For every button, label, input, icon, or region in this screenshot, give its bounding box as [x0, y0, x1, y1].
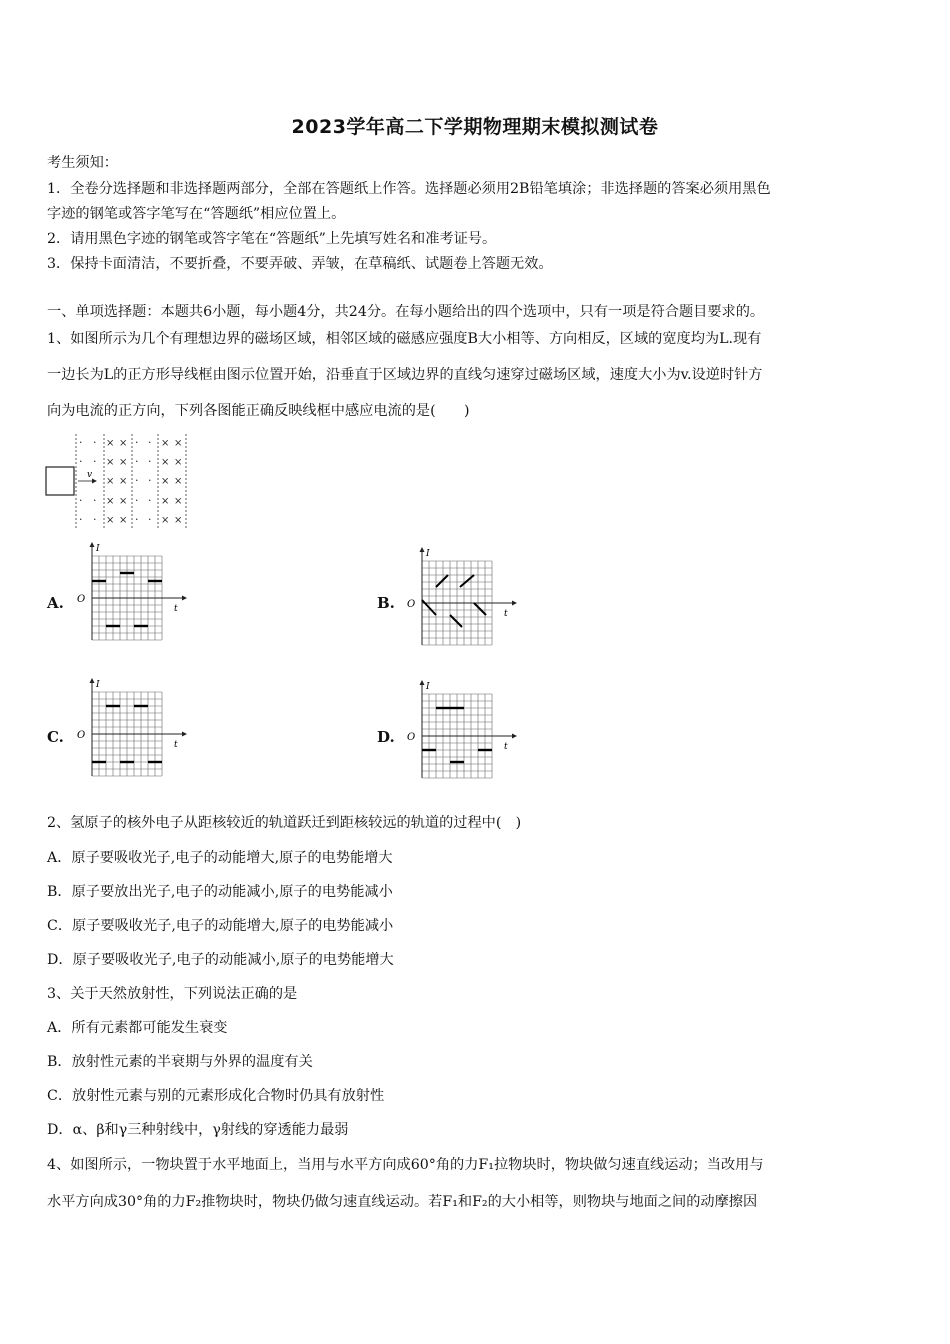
svg-text:×: ×: [161, 476, 170, 487]
svg-text:·: ·: [148, 436, 152, 449]
svg-text:×: ×: [174, 438, 183, 449]
cross-markers: [106, 438, 182, 526]
option-b-graph: [402, 545, 522, 647]
question-1-line: 一边长为L的正方形导线框由图示位置开始，沿垂直于区域边界的直线匀速穿过磁场区域，速度大小为v.设逆时针方: [47, 367, 763, 383]
section-heading: 一、单项选择题：本题共6小题，每小题4分，共24分。在每小题给出的四个选项中，只有一项是符合题目要求的。: [47, 304, 765, 320]
segment: [436, 575, 448, 587]
svg-text:·: ·: [135, 455, 139, 468]
svg-text:·: ·: [135, 513, 139, 526]
question-3-option: D．α、β和γ三种射线中，γ射线的穿透能力最弱: [47, 1122, 349, 1138]
axis-t-label: t: [504, 742, 508, 752]
svg-text:·: ·: [93, 436, 97, 449]
svg-text:×: ×: [174, 496, 183, 507]
svg-text:×: ×: [106, 496, 115, 507]
svg-text:×: ×: [119, 457, 128, 468]
svg-text:×: ×: [161, 457, 170, 468]
svg-text:×: ×: [161, 438, 170, 449]
notice-heading: 考生须知：: [47, 155, 118, 171]
svg-text:·: ·: [93, 455, 97, 468]
axis-t-label: t: [504, 609, 508, 619]
question-4-line: 4、如图所示，一物块置于水平地面上，当用与水平方向成60°角的力F₁拉物块时，物块做匀速直线运动；当改用与: [47, 1157, 764, 1173]
question-3-option: C．放射性元素与别的元素形成化合物时仍具有放射性: [47, 1088, 385, 1104]
svg-text:×: ×: [174, 515, 183, 526]
option-a-graph: [72, 540, 192, 642]
notice-item: 1．全卷分选择题和非选择题两部分，全部在答题纸上作答。选择题必须用2B铅笔填涂；非选择题的答案必须用黑色: [47, 181, 771, 197]
svg-text:·: ·: [148, 494, 152, 507]
magnetic-field-figure: [44, 432, 194, 532]
axis-i-label: I: [96, 544, 100, 554]
option-a-label: A.: [47, 594, 64, 612]
svg-text:×: ×: [106, 515, 115, 526]
svg-text:×: ×: [119, 496, 128, 507]
svg-text:·: ·: [79, 494, 83, 507]
segment: [460, 575, 474, 587]
axis-i-label: I: [426, 549, 430, 559]
question-1-line: 1、如图所示为几个有理想边界的磁场区域，相邻区域的磁感应强度B大小相等、方向相反，区域的宽度均为L.现有: [47, 331, 762, 347]
segment: [474, 603, 486, 615]
question-2-option: D．原子要吸收光子,电子的动能减小,原子的电势能增大: [47, 952, 394, 968]
notice-item: 2．请用黑色字迹的钢笔或答字笔在“答题纸”上先填写姓名和准考证号。: [47, 231, 497, 247]
origin-label: O: [77, 594, 86, 605]
option-c-label: C.: [47, 728, 64, 746]
axis-i-label: I: [96, 680, 100, 690]
question-2-option: A．原子要吸收光子,电子的动能增大,原子的电势能增大: [47, 850, 393, 866]
option-d-graph: [402, 678, 522, 780]
svg-text:·: ·: [135, 436, 139, 449]
question-1-line: 向为电流的正方向，下列各图能正确反映线框中感应电流的是( ): [47, 403, 470, 419]
question-4-line: 水平方向成30°角的力F₂推物块时，物块仍做匀速直线运动。若F₁和F₂的大小相等，则物块与地面之间的动摩擦因: [47, 1194, 758, 1210]
question-2-stem: 2、氢原子的核外电子从距核较近的轨道跃迁到距核较远的轨道的过程中( ): [47, 815, 522, 831]
axis-t-label: t: [174, 604, 178, 614]
svg-text:×: ×: [161, 496, 170, 507]
origin-label: O: [407, 599, 416, 610]
svg-text:×: ×: [106, 438, 115, 449]
current-segments: [422, 575, 486, 627]
origin-label: O: [407, 732, 416, 743]
question-3-option: A．所有元素都可能发生衰变: [47, 1020, 228, 1036]
svg-text:·: ·: [79, 436, 83, 449]
svg-text:·: ·: [148, 474, 152, 487]
axis-t-label: t: [174, 740, 178, 750]
svg-text:·: ·: [79, 455, 83, 468]
notice-item: 字迹的钢笔或答字笔写在“答题纸”相应位置上。: [47, 206, 346, 222]
question-2-option: C．原子要吸收光子,电子的动能增大,原子的电势能减小: [47, 918, 394, 934]
svg-text:·: ·: [135, 494, 139, 507]
velocity-label: v: [87, 470, 93, 480]
svg-text:·: ·: [135, 474, 139, 487]
axis-i-label: I: [426, 682, 430, 692]
origin-label: O: [77, 730, 86, 741]
question-2-option: B．原子要放出光子,电子的动能减小,原子的电势能减小: [47, 884, 393, 900]
svg-text:·: ·: [93, 494, 97, 507]
svg-text:×: ×: [119, 438, 128, 449]
svg-text:×: ×: [106, 457, 115, 468]
option-b-label: B.: [377, 594, 395, 612]
svg-text:·: ·: [79, 513, 83, 526]
svg-text:×: ×: [119, 515, 128, 526]
question-3-stem: 3、关于天然放射性，下列说法正确的是: [47, 986, 298, 1002]
page-title: 2023学年高二下学期物理期末模拟测试卷: [291, 116, 659, 138]
svg-text:×: ×: [161, 515, 170, 526]
svg-text:×: ×: [174, 457, 183, 468]
svg-text:·: ·: [148, 513, 152, 526]
svg-text:×: ×: [119, 476, 128, 487]
question-3-option: B．放射性元素的半衰期与外界的温度有关: [47, 1054, 313, 1070]
svg-text:·: ·: [93, 513, 97, 526]
svg-text:·: ·: [148, 455, 152, 468]
option-d-label: D.: [377, 728, 395, 746]
notice-item: 3．保持卡面清洁，不要折叠，不要弄破、弄皱，在草稿纸、试题卷上答题无效。: [47, 256, 553, 272]
option-c-graph: [72, 676, 192, 778]
svg-text:×: ×: [106, 476, 115, 487]
svg-text:×: ×: [174, 476, 183, 487]
